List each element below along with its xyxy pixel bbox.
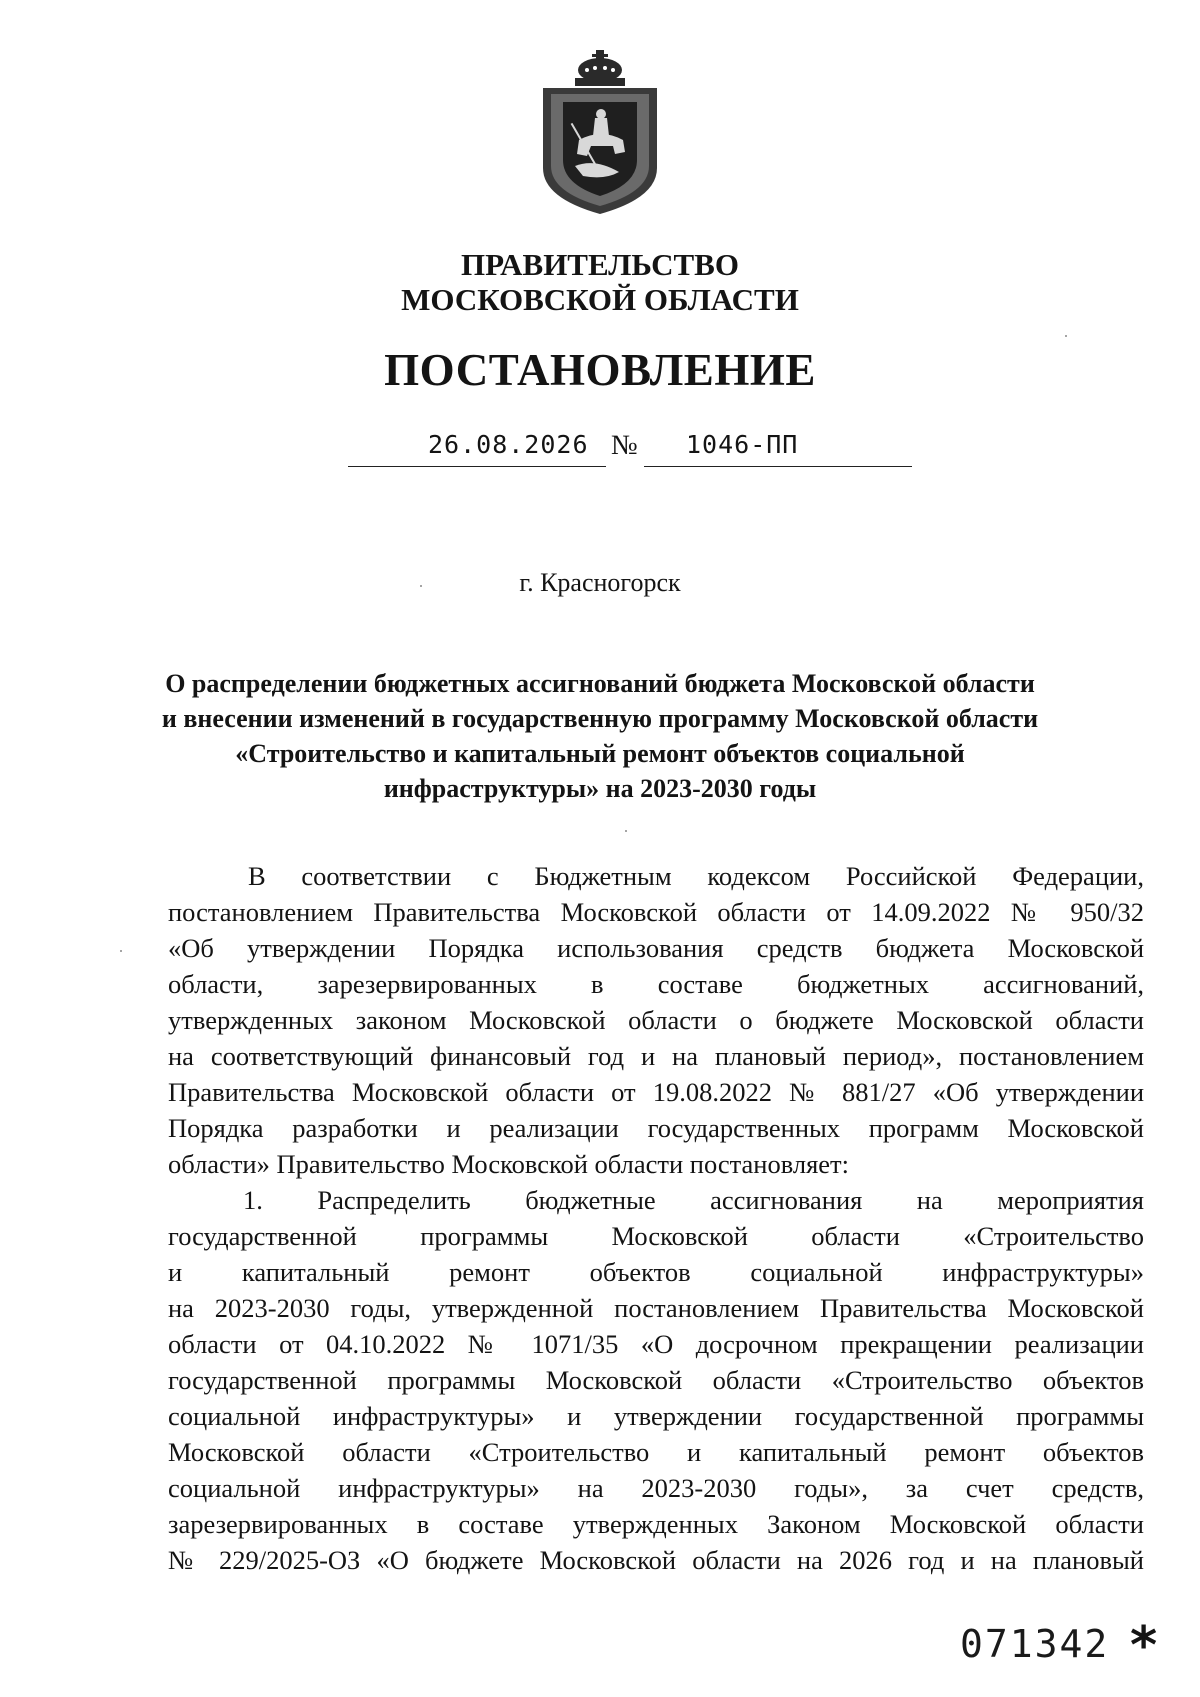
body-line: постановлением Правительства Московской области от 14.09.2022 № 950/32 [168,897,1144,927]
body-line: В соответствии с Бюджетным кодексом Российской Федерации, [248,861,1144,891]
document-number: 1046-ПП [686,430,799,459]
document-type: ПОСТАНОВЛЕНИЕ [384,345,816,395]
body-line: области от 04.10.2022 № 1071/35 «О досрочном прекращении реализации [168,1329,1144,1359]
body-line: «Об утверждении Порядка использования средств бюджета Московской [168,933,1144,963]
title-line: и внесении изменений в государственную программу Московской области [161,704,1039,733]
body-line: области, зарезервированных в составе бюджетных ассигнований, [168,969,1144,999]
city: г. Красногорск [519,568,681,597]
date-number-line [0,430,1200,470]
title-line: О распределении бюджетных ассигнований бюджета Московской области [165,669,1035,698]
body-line: Порядка разработки и реализации государственных программ Московской [168,1113,1144,1143]
government-name-line-1: ПРАВИТЕЛЬСТВО [461,247,739,282]
scan-speck [1065,335,1067,337]
document-body [168,858,1144,1578]
body-line: государственной программы Московской области «Строительство объектов [168,1365,1144,1395]
body-line: зарезервированных в составе утвержденных Законом Московской области [168,1509,1144,1539]
number-field [644,430,912,467]
body-line: утвержденных законом Московской области о бюджете Московской области [168,1005,1144,1035]
body-line: социальной инфраструктуры» и утверждении государственной программы [168,1401,1144,1431]
body-line: социальной инфраструктуры» на 2023-2030 годы», за счет средств, [168,1473,1144,1503]
body-line: 1. Распределить бюджетные ассигнования на мероприятия [243,1185,1144,1215]
document-date: 26.08.2026 [428,430,589,459]
body-line: № 229/2025-ОЗ «О бюджете Московской области на 2026 год и на плановый [168,1545,1144,1575]
body-line: на 2023-2030 годы, утвержденной постановлением Правительства Московской [168,1293,1144,1323]
government-name-line-2: МОСКОВСКОЙ ОБЛАСТИ [401,282,799,317]
serial-number: 071342 [960,1622,1110,1666]
coat-of-arms-icon [535,48,665,216]
scan-speck [120,950,122,952]
date-field [348,430,606,467]
asterisk-mark: * [1130,1616,1158,1676]
body-line: области» Правительство Московской области постановляет: [168,1149,850,1179]
scan-speck [420,585,422,587]
body-line: Московской области «Строительство и капитальный ремонт объектов [168,1437,1144,1467]
body-line: государственной программы Московской области «Строительство [168,1221,1144,1251]
document-title [150,666,1050,806]
body-line: на соответствующий финансовый год и на плановый период», постановлением [168,1041,1144,1071]
title-line: инфраструктуры» на 2023-2030 годы [383,774,817,803]
body-line: Правительства Московской области от 19.08.2022 № 881/27 «Об утверждении [168,1077,1144,1107]
scan-speck [625,830,627,832]
number-sign: № [611,430,638,461]
body-line: и капитальный ремонт объектов социальной инфраструктуры» [168,1257,1144,1287]
title-line: «Строительство и капитальный ремонт объектов социальной [235,739,965,768]
